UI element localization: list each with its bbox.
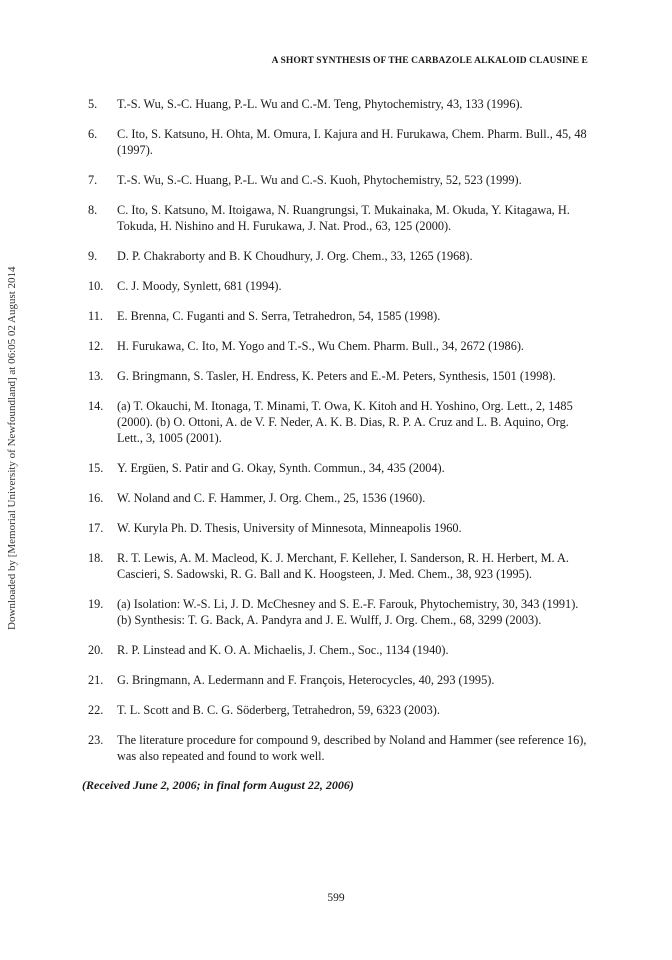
reference-item [88,248,592,264]
reference-number: 19. [88,597,104,611]
reference-text: R. T. Lewis, A. M. Macleod, K. J. Merchant, F. Kelleher, I. Sanderson, R. H. Herbert, M. A. Cascieri, S. Sadowski, R. G. Ball and K. Hoogsteen, J. Med. Chem., 38, 923 (1995). [117,551,569,581]
page-number: 599 [327,892,345,904]
reference-number: 11. [88,309,103,323]
reference-number: 7. [88,173,98,187]
reference-text: T. L. Scott and B. C. G. Söderberg, Tetrahedron, 59, 6323 (2003). [117,703,440,717]
reference-text: R. P. Linstead and K. O. A. Michaelis, J. Chem., Soc., 1134 (1940). [117,643,449,657]
reference-text: Y. Ergüen, S. Patir and G. Okay, Synth. Commun., 34, 435 (2004). [117,461,445,475]
reference-text: G. Bringmann, A. Ledermann and F. François, Heterocycles, 40, 293 (1995). [117,673,495,687]
reference-number: 16. [88,491,104,505]
reference-number: 13. [88,369,104,383]
reference-number: 9. [88,249,98,263]
reference-text: W. Kuryla Ph. D. Thesis, University of Minnesota, Minneapolis 1960. [117,521,462,535]
reference-number: 23. [88,733,104,747]
reference-number: 21. [88,673,104,687]
reference-text: T.-S. Wu, S.-C. Huang, P.-L. Wu and C.-S. Kuoh, Phytochemistry, 52, 523 (1999). [117,173,522,187]
reference-text: (a) Isolation: W.-S. Li, J. D. McChesney and S. E.-F. Farouk, Phytochemistry, 30, 343 (1991). (b) Synthesis: T. G. Back, A. Pandyra and J. E. Wulff, J. Org. Chem., 68, 3299 (2003). [117,597,579,627]
reference-number: 18. [88,551,104,565]
reference-text: C. Ito, S. Katsuno, H. Ohta, M. Omura, I. Kajura and H. Furukawa, Chem. Pharm. Bull., 45, 48 (1997). [117,127,587,157]
reference-text: C. J. Moody, Synlett, 681 (1994). [117,279,282,293]
reference-number: 8. [88,203,98,217]
reference-number: 10. [88,279,104,293]
reference-item [88,96,592,112]
reference-text: G. Bringmann, S. Tasler, H. Endress, K. Peters and E.-M. Peters, Synthesis, 1501 (1998). [117,369,556,383]
reference-item [88,732,592,764]
reference-item [88,202,592,234]
reference-item [88,490,592,506]
reference-number: 15. [88,461,104,475]
reference-text: D. P. Chakraborty and B. K Choudhury, J. Org. Chem., 33, 1265 (1968). [117,249,473,263]
reference-item [88,550,592,582]
reference-item [88,460,592,476]
reference-number: 12. [88,339,104,353]
reference-item [88,702,592,718]
download-watermark: Downloaded by [Memorial University of Newfoundland] at 06:05 02 August 2014 [6,266,18,630]
reference-number: 17. [88,521,104,535]
reference-item [88,278,592,294]
reference-item [88,126,592,158]
reference-number: 22. [88,703,104,717]
reference-text: The literature procedure for compound 9, described by Noland and Hammer (see reference 16), was also repeated and found to work well. [117,733,587,763]
reference-text: C. Ito, S. Katsuno, M. Itoigawa, N. Ruangrungsi, T. Mukainaka, M. Okuda, Y. Kitagawa, H. Tokuda, H. Nishino and H. Furukawa, J. Nat. Prod., 63, 125 (2000). [117,203,570,233]
reference-item [88,308,592,324]
reference-text: H. Furukawa, C. Ito, M. Yogo and T.-S., Wu Chem. Pharm. Bull., 34, 2672 (1986). [117,339,525,353]
reference-item [88,338,592,354]
reference-item [88,368,592,384]
reference-text: E. Brenna, C. Fuganti and S. Serra, Tetrahedron, 54, 1585 (1998). [117,309,441,323]
reference-item [88,398,592,446]
reference-text: (a) T. Okauchi, M. Itonaga, T. Minami, T. Owa, K. Kitoh and H. Yoshino, Org. Lett., 2, 1485 (2000). (b) O. Ottoni, A. de V. F. Neder, A. K. B. Dias, R. P. A. Cruz and L. B. Aquino, Org. Lett., 3, 1005 (2001). [117,399,573,445]
reference-number: 14. [88,399,104,413]
reference-text: W. Noland and C. F. Hammer, J. Org. Chem., 25, 1536 (1960). [117,491,426,505]
reference-text: T.-S. Wu, S.-C. Huang, P.-L. Wu and C.-M. Teng, Phytochemistry, 43, 133 (1996). [117,97,523,111]
reference-item [88,172,592,188]
reference-number: 5. [88,97,98,111]
reference-item [88,596,592,628]
reference-number: 20. [88,643,104,657]
reference-number: 6. [88,127,98,141]
running-header: A SHORT SYNTHESIS OF THE CARBAZOLE ALKALOID CLAUSINE E [271,56,588,66]
reference-list [88,96,592,778]
reference-item [88,672,592,688]
reference-item [88,642,592,658]
reference-item [88,520,592,536]
received-date-note: (Received June 2, 2006; in final form August 22, 2006) [82,778,354,792]
